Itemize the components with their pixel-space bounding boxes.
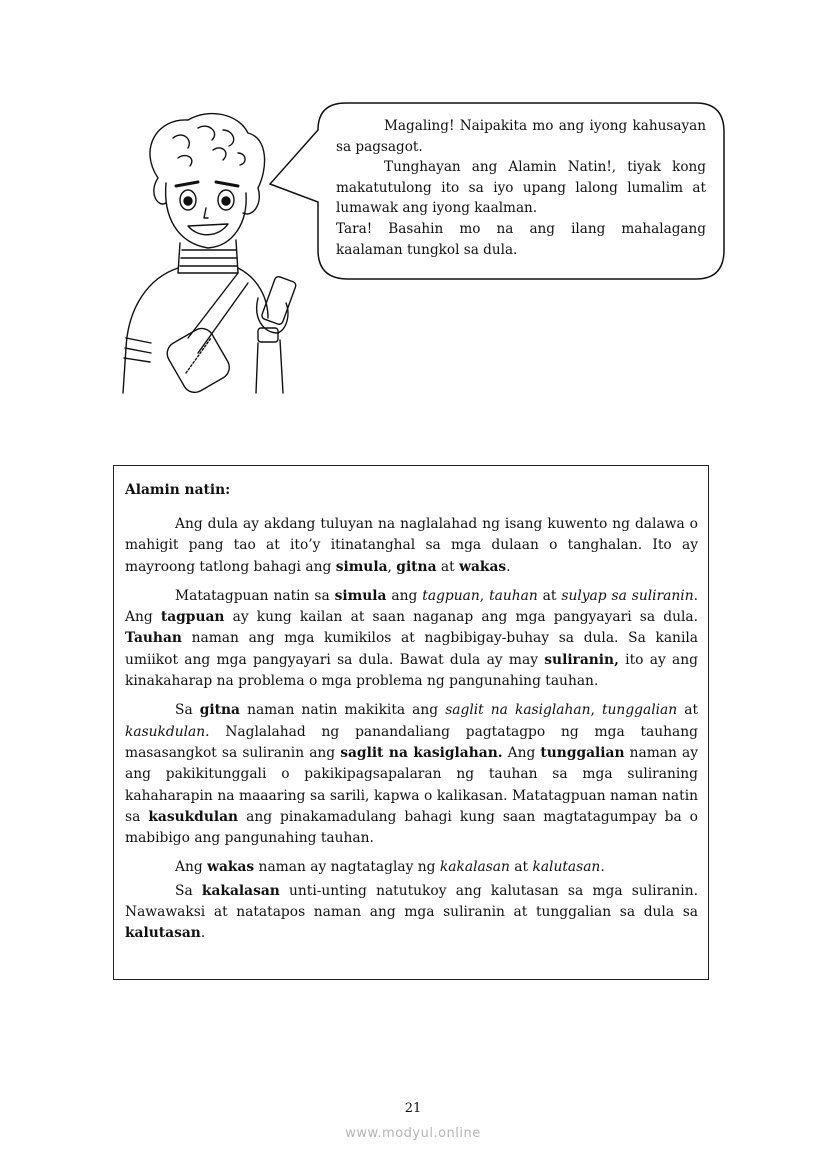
text-run: .	[506, 558, 511, 575]
italic-term: saglit na kasiglahan	[445, 702, 591, 719]
bold-term: suliranin,	[544, 651, 619, 668]
page-number: 21	[404, 1101, 422, 1116]
bold-term: wakas	[207, 859, 255, 876]
text-run: ito ay ang kinakaharap na problema o mga problema ng pangunahing tauhan.	[125, 651, 698, 690]
text-run: . Ang	[125, 587, 698, 626]
box-paragraph	[125, 881, 698, 945]
bold-term: simula	[334, 587, 387, 604]
text-run: ,	[479, 587, 490, 604]
bold-term: saglit na kasiglahan.	[340, 744, 503, 761]
italic-term: tauhan	[489, 587, 538, 604]
speech-bubble	[316, 102, 724, 280]
bold-term: gitna	[396, 558, 437, 575]
text-run: naman ang mga kumikilos at nagbibigay-buhay sa dula. Sa kanila umiikot ang mga pangyayari sa dula. Bawat dula ay may	[125, 630, 698, 668]
bold-term: kakalasan	[201, 882, 280, 899]
bold-term: simula	[335, 558, 388, 575]
text-run: ang pinakamadulang bahagi kung saan magtatagumpay ba o mabibigo ang pangunahing tauhan.	[125, 808, 698, 847]
text-run: . Naglalahad ng panandaliang pagtatagpo ng mga tauhang masasangkot sa suliranin ang	[125, 723, 698, 761]
bold-term: tagpuan	[160, 609, 225, 626]
alamin-natin-box	[113, 465, 709, 980]
text-run: ay kung kailan at saan naganap ang mga pangyayari sa dula.	[224, 609, 698, 626]
text-run: Ang dula ay akdang tuluyan na naglalahad ng isang kuwento ng dalawa o mahigit pang tao at ito’y itinatanghal sa mga dulaan o tanghalan. Ito ay mayroong tatlong bahagi ang	[125, 516, 698, 575]
bold-term: gitna	[199, 702, 240, 719]
text-run: Matatagpuan natin sa	[175, 587, 335, 604]
text-run: naman ay ang pakikitunggali o pakikipagsapalaran ng tauhan sa mga suliraning kahaharapin na maaaring sa sarili, kapwa o kalikasan. Matatagpuan naman natin sa	[125, 744, 699, 825]
text-run: naman ay nagtataglay ng	[254, 859, 440, 876]
bold-term: kasukdulan	[148, 808, 239, 825]
bubble-paragraph: Tunghayan ang Alamin Natin!, tiyak kong makatutulong ito sa iyo upang lalong lumalim at lumawak ang iyong kaalman.	[336, 159, 706, 217]
text-run: Sa	[175, 882, 202, 899]
text-run: Ang	[502, 744, 541, 761]
bold-term: Tauhan	[125, 630, 182, 647]
italic-term: sulyap sa suliranin	[561, 587, 694, 604]
bubble-paragraph: Magaling! Naipakita mo ang iyong kahusayan sa pagsagot.	[336, 118, 706, 155]
text-run: naman natin makikita ang	[240, 702, 446, 719]
bold-term: wakas	[459, 558, 507, 575]
text-run: ang	[386, 587, 423, 604]
text-run: Ang	[175, 859, 208, 876]
bubble-paragraph: Tara! Basahin mo na ang ilang mahalagang kaalaman tungkol sa dula.	[336, 220, 706, 258]
bold-term: tunggalian	[540, 744, 625, 761]
box-title: Alamin natin:	[125, 482, 231, 498]
box-paragraph	[125, 514, 698, 578]
text-run: ,	[387, 558, 397, 575]
box-body	[125, 514, 698, 945]
italic-term: tunggalian	[602, 702, 678, 719]
box-paragraph	[125, 857, 698, 878]
text-run: .	[200, 925, 206, 942]
watermark: www.modyul.online	[345, 1126, 481, 1141]
text-run: at	[677, 702, 699, 719]
text-run: unti-unting natutukoy ang kalutasan sa mga suliranin. Nawawaksi at natatapos naman ang mga suliranin at tunggalian sa dula sa	[125, 882, 698, 921]
speech-bubble-text	[336, 116, 706, 260]
text-run: at	[509, 859, 533, 876]
text-run: ,	[590, 702, 602, 719]
text-run: at	[436, 558, 460, 575]
text-run: .	[600, 859, 605, 876]
bold-term: kalutasan	[125, 925, 201, 942]
box-paragraph	[125, 700, 698, 849]
italic-term: tagpuan	[422, 587, 480, 604]
box-paragraph	[125, 586, 698, 692]
text-run: Sa	[175, 702, 200, 719]
text-run: at	[537, 587, 562, 604]
italic-term: kasukdulan	[125, 723, 206, 740]
italic-term: kalutasan	[532, 859, 601, 876]
italic-term: kakalasan	[439, 859, 510, 876]
